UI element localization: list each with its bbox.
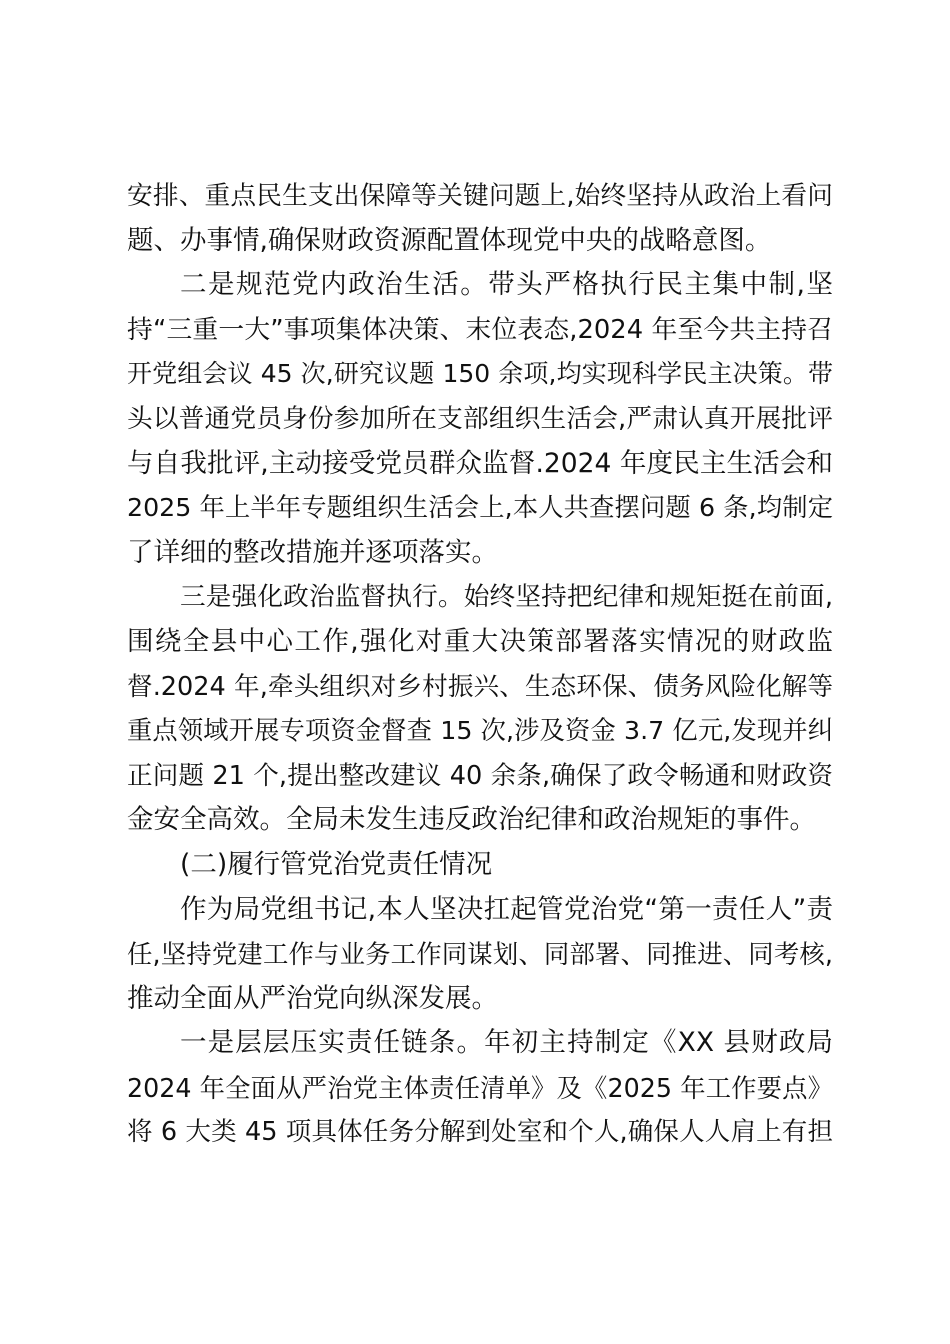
text-line: 督.2024 年,牵头组织对乡村振兴、生态环保、债务风险化解等 xyxy=(127,671,833,702)
text-line: 重点领域开展专项资金督查 15 次,涉及资金 3.7 亿元,发现并纠 xyxy=(127,716,833,746)
text-line: 正问题 21 个,提出整改建议 40 余条,确保了政令畅通和财政资 xyxy=(127,760,833,791)
text-line: 二是规范党内政治生活。带头严格执行民主集中制,坚 xyxy=(180,269,833,301)
text-line: 与自我批评,主动接受党员群众监督.2024 年度民主生活会和 xyxy=(127,447,833,479)
text-line: 推动全面从严治党向纵深发展。 xyxy=(127,982,498,1014)
text-line: 持“三重一大”事项集体决策、末位表态,2024 年至今共主持召 xyxy=(127,314,833,345)
text-line: 围绕全县中心工作,强化对重大决策部署落实情况的财政监 xyxy=(127,625,833,657)
text-line: 2024 年全面从严治党主体责任清单》及《2025 年工作要点》 xyxy=(127,1072,833,1103)
text-line: 任,坚持党建工作与业务工作同谋划、同部署、同推进、同考核, xyxy=(127,939,833,970)
text-line: 三是强化政治监督执行。始终坚持把纪律和规矩挺在前面, xyxy=(180,582,833,613)
text-line: 金安全高效。全局未发生违反政治纪律和政治规矩的事件。 xyxy=(127,804,816,836)
text-line: 了详细的整改措施并逐项落实。 xyxy=(127,536,498,568)
text-line: 题、办事情,确保财政资源配置体现党中央的战略意图。 xyxy=(127,224,772,256)
text-line: 2025 年上半年专题组织生活会上,本人共查摆问题 6 条,均制定 xyxy=(127,493,833,523)
text-line: 开党组会议 45 次,研究议题 150 余项,均实现科学民主决策。带 xyxy=(127,359,833,389)
text-line: 作为局党组书记,本人坚决扛起管党治党“第一责任人”责 xyxy=(180,893,833,925)
document-body xyxy=(127,174,833,1155)
text-line: 安排、重点民生支出保障等关键问题上,始终坚持从政治上看问 xyxy=(127,181,833,211)
section-heading: (二)履行管党治党责任情况 xyxy=(180,848,493,880)
text-line: 头以普通党员身份参加所在支部组织生活会,严肃认真开展批评 xyxy=(127,403,833,434)
text-line: 一是层层压实责任链条。年初主持制定《XX 县财政局 xyxy=(180,1027,833,1059)
text-line: 将 6 大类 45 项具体任务分解到处室和个人,确保人人肩上有担 xyxy=(127,1117,833,1148)
